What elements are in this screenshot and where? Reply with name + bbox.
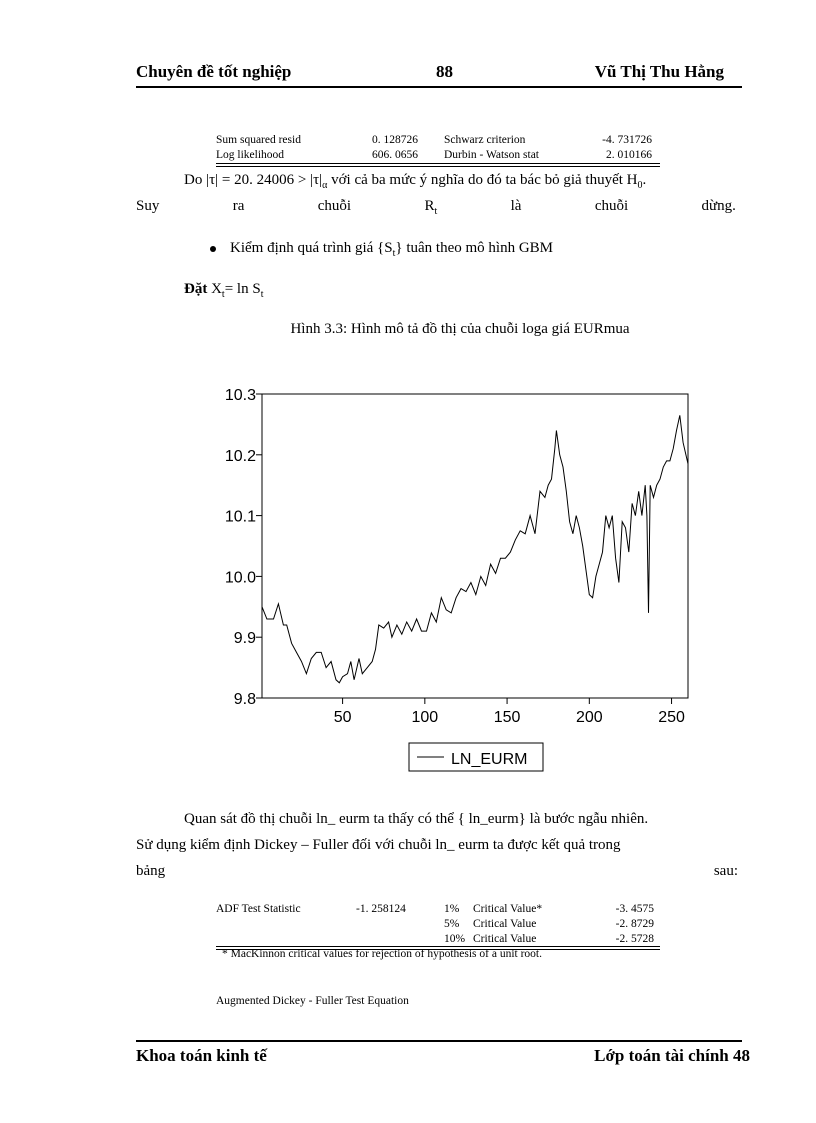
word: là [510, 198, 522, 214]
word: dừng. [701, 198, 736, 214]
adf-crit-name: Critical Value [473, 918, 537, 930]
y-tick-label: 10.3 [224, 387, 256, 404]
word: R [424, 198, 435, 214]
define-line [184, 281, 263, 300]
text: X [211, 281, 222, 297]
y-tick-label: 10.1 [224, 508, 256, 526]
bullet-dot-icon [210, 246, 216, 252]
text: = 20. 24006 > [221, 172, 307, 188]
stats-value: 606. 0656 [372, 149, 418, 161]
footer-left: Khoa toán kinh tế [136, 1046, 267, 1065]
text: . [642, 172, 647, 188]
adf-crit-value: -2. 5728 [615, 933, 654, 945]
r-subscript: t [434, 206, 438, 217]
stats-table [216, 134, 660, 164]
para2-line1: Quan sát đồ thị chuỗi ln_ eurm ta thấy có thể { ln_eurm} là bước ngẫu nhiên. [184, 811, 649, 827]
subscript: t [260, 289, 264, 300]
adf-crit-name: Critical Value [473, 933, 537, 945]
adf-value: -1. 258124 [356, 903, 406, 915]
footer-right: Lớp toán tài chính 48 [594, 1046, 750, 1065]
para2-line3 [136, 863, 738, 880]
stats-label: Log likelihood [216, 149, 285, 161]
stats-row-0 [216, 134, 660, 149]
word: ra [232, 198, 245, 214]
word: chuỗi [594, 198, 629, 214]
text: Do [184, 172, 203, 188]
line-chart [200, 380, 700, 780]
footer-rule [136, 1040, 742, 1042]
text: với cả ba mức ý nghĩa do đó ta bác bỏ giả thuyết H [331, 172, 638, 188]
table-rule [216, 163, 660, 164]
word: chuỗi [317, 198, 352, 214]
subscript: t [221, 289, 225, 300]
x-tick-label: 150 [493, 709, 521, 726]
header-rule [136, 86, 742, 88]
text: = ln S [224, 281, 261, 297]
subscript: t [392, 248, 396, 259]
x-tick-label: 50 [333, 709, 352, 726]
stats-value: -4. 731726 [602, 134, 652, 146]
stats-label: Durbin - Watson stat [444, 149, 540, 161]
table-rule [216, 946, 660, 947]
stats-label: Schwarz criterion [444, 134, 526, 146]
tau-symbol: |τ| [310, 172, 323, 188]
x-tick-label: 100 [411, 709, 439, 726]
adf-label: ADF Test Statistic [216, 903, 301, 915]
para2-line2: Sử dụng kiểm định Dickey – Fuller đối với chuỗi ln_ eurm ta được kết quả trong [136, 837, 621, 853]
text: Kiểm định quá trình giá {S [230, 240, 393, 256]
table-rule [216, 166, 660, 167]
adf-pct: 1% [444, 903, 460, 915]
adf-crit-value: -2. 8729 [615, 918, 654, 930]
equation-title: Augmented Dickey - Fuller Test Equation [216, 995, 409, 1007]
legend-label: LN_EURM [451, 751, 528, 768]
para1-line2 [136, 198, 736, 217]
word: bảng [136, 863, 166, 879]
bullet-item [210, 240, 553, 259]
adf-crit-value: -3. 4575 [615, 903, 654, 915]
para1-line1 [184, 172, 646, 191]
word-r [424, 198, 437, 217]
legend [409, 743, 543, 771]
h0-subscript: 0 [637, 180, 643, 191]
ticks-group [225, 387, 685, 726]
tau-symbol: |τ| [206, 172, 219, 188]
bold-word: Đặt [184, 281, 208, 297]
adf-footnote: * MacKinnon critical values for rejection of hypothesis of a unit root. [222, 948, 542, 960]
page-number: 88 [436, 62, 453, 81]
series-line-ln-eurm [262, 415, 688, 683]
word: Suy [136, 198, 160, 214]
header-right: Vũ Thị Thu Hằng [594, 62, 724, 81]
adf-pct: 5% [444, 918, 460, 930]
stats-row-1 [216, 149, 660, 164]
x-tick-label: 200 [575, 709, 603, 726]
adf-pct: 10% [444, 933, 466, 945]
text: } tuân theo mô hình GBM [395, 240, 554, 256]
adf-table [216, 903, 660, 948]
y-tick-label: 10.0 [224, 569, 256, 587]
y-tick-label: 10.2 [224, 447, 256, 465]
stats-value: 2. 010166 [606, 149, 652, 161]
header-left: Chuyên đề tốt nghiệp [136, 62, 292, 81]
stats-label: Sum squared resid [216, 134, 301, 146]
plot-frame [262, 394, 688, 698]
y-tick-label: 9.8 [233, 691, 256, 708]
x-tick-label: 250 [658, 709, 685, 726]
stats-value: 0. 128726 [372, 134, 418, 146]
word: sau: [713, 863, 738, 879]
figure-caption: Hình 3.3: Hình mô tả đồ thị của chuỗi loga giá EURmua [290, 321, 630, 337]
y-tick-label: 9.9 [233, 630, 256, 648]
adf-crit-name: Critical Value* [473, 903, 543, 915]
alpha-subscript: α [322, 180, 328, 191]
